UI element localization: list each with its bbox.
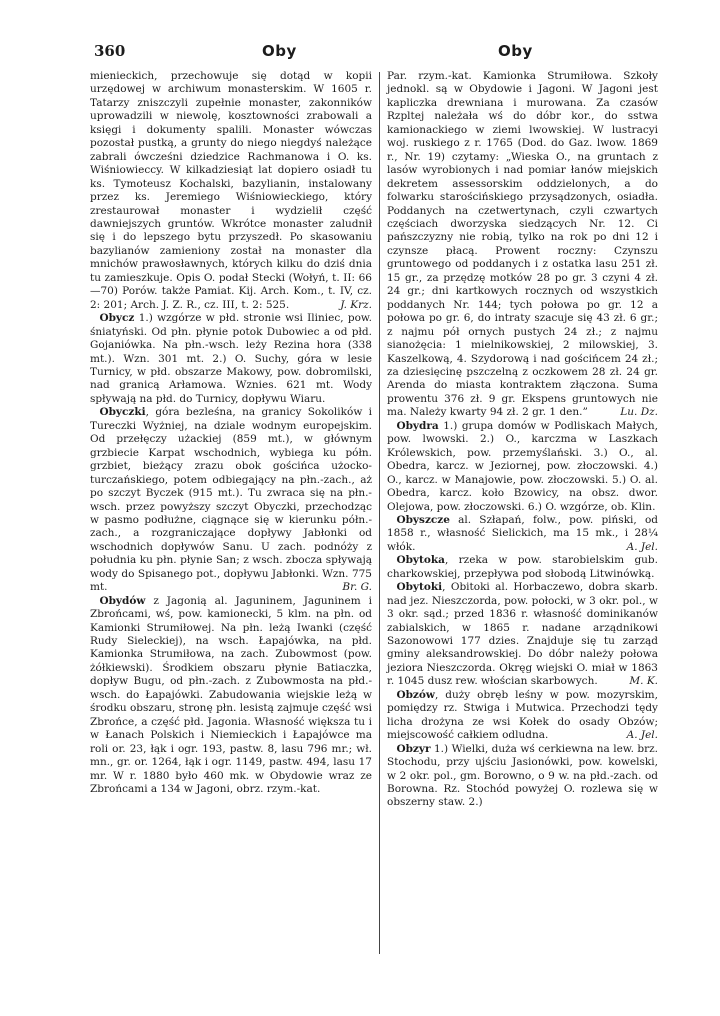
entry-paragraph (387, 743, 658, 810)
entry-headword: Obzyr (396, 742, 431, 755)
entry-headword: Obzów (396, 688, 435, 701)
column-divider (379, 72, 380, 954)
entry-headword: Obytoki (396, 581, 443, 594)
entry-text: duży obręb leśny w pow. mozyrskim, pomiędzy rz. Stwiga i Mutwica. Przechodzi tędy licha drożyna ze wsi Kołek do osady Obzów; miejscowość całkiem odludna. (387, 688, 658, 742)
entry-paragraph: Obytoki, Obitoki al. Horbaczewo, dobra skarb. nad jez. Nieszczorda, pow. połocki, w 3 okr. pol., w 3 okr. sąd.; przed 1836 r. własność dominikanów zabialskich, w 1865 r. nadane arządnikowi Sazonowowi 177 dzies. Znajduje się tu zarząd gminy aleksandrowskiej. Do dóbr należy połowa jeziora Nieszczorda. Okręg wiejski O. miał w 1863 r. 1045 dusz rew. włościan skarbowych. M. K. (387, 581, 658, 688)
entry-text: al. Szłapań, folw., pow. piński, od 1858 r., własność Sielickich, ma 15 mk., i 28¼ włók. (387, 513, 658, 553)
entry-text: Par. rzym.-kat. Kamionka Strumiłowa. Szkoły jednokl. są w Obydowie i Jagoni. W Jagoni jest kapliczka drewniana i murowana. Za czasów Rzpltej należała wś do dóbr kor., do sstwa kamionackiego w ziemi lwowskiej. W lustracyi woj. ruskiego z r. 1765 (Dod. do Gaz. lwow. 1869 r., Nr. 19) czytamy: „Wieska O., na gruntach z lasów wyrobionych i nad pomiar łanów miejskich dekretem assessorskim oddzielonych, a do folwarku starościńskiego przysądzonych, osiadła. Poddanych na czetwertynach, czyli czwartych częściach dworzyska siedzących Nr. 12. Ci pańszczyzny nie robią, tylko na rok po dni 12 i czynsze płacą. Prowent roczny: Czynszu gruntowego od poddanych i z ostatka lasu 251 zł. 15 gr., za przędzę motków 28 po gr. 3 czyni 4 zł. 24 gr.; dni kartkowych rocznych od wszystkich poddanych Nr. 144; tych połowa po gr. 12 a połowa po gr. 6, do intraty szacuje się 43 zł. 6 gr.; z najmu pół ornych pustych 24 zł.; z najmu sianożęcia: 1 mielnikowskiej, 2 milowskiej, 3. Kaszelkową, 4. Szydorową i nad gościńcem 24 zł.; za dziesięcinę pszczelną z oczkowem 28 zł. 24 gr. Arenda do miasta kontraktem złączona. Suma prowentu 376 zł. 9 gr. Ekspens gruntowych nie ma. Należy kwarty 94 zł. 2 gr. 1 den.” (387, 70, 658, 419)
entry-text: Obitoki al. Horbaczewo, dobra skarb. nad jez. Nieszczorda, pow. połocki, w 3 okr. pol., w 3 okr. sąd.; przed 1836 r. własność dominikanów zabialskich, w 1865 r. nadane arządnikowi Sazonowowi 177 dzies. Znajduje się tu zarząd gminy aleksandrowskiej. Do dóbr należy połowa jeziora Nieszczorda. Okręg wiejski O. miał w 1863 r. 1045 dusz rew. włościan skarbowych. (387, 581, 658, 688)
entry-paragraph: Obytoka, rzeka w pow. starobielskim gub. charkowskiej, przepływa pod słobodą Litwinówką. (387, 554, 658, 580)
right-column (387, 70, 658, 810)
running-head-left: Oby (262, 42, 297, 60)
entry-text: rzeka w pow. starobielskim gub. charkowskiej, przepływa pod słobodą Litwinówką. (387, 554, 658, 580)
entry-paragraph (387, 70, 658, 420)
entry-headword: Obydów (99, 594, 146, 607)
entry-text: 1.) Wielki, duża wś cerkiewna na lew. brz. Stochodu, przy ujściu Jasionówki, pow. kowelski, w 2 okr. pol., gm. Borowno, o 9 w. na płd.-zach. od Borowna. Rz. Stochód powyżej O. rozlewa się w obszerny staw. 2.) (387, 742, 658, 809)
left-column (90, 70, 372, 796)
entry-text: góra bezleśna, na granicy Sokolików i Tureczki Wyżniej, na dziale wodnym europejskim. Od przełęczy użackiej (859 mt.), w głównym grzbiecie Karpat wschodnich, wybiega ku półn. grzbiet, bieżący zrazu obok gościńca użocko-turczańskiego, potem odbiegający na płn.-zach., aż po szczyt Byczek (915 mt.). Tu zwraca się na płn.-wsch. przez powyższy szczyt Obyczki, przechodząc w pasmo podłużne, ciągnące się w kierunku półn.-zach., a rozgraniczające dopływy Jabłonki od wschodnich dopływów Sanu. U zach. podnóży z południa ku płn. płynie San; z wsch. zbocza spływają wody do Spisanego pot., dopływu Jabłonki. Wzn. 775 mt. (90, 406, 372, 594)
entry-headword: Obyczki (99, 406, 146, 419)
entry-headword: Obydra (396, 419, 439, 432)
entry-paragraph (90, 70, 372, 312)
entry-text: z Jagonią al. Jaguninem, Jaguninem i Zbrońcami, wś, pow. kamionecki, 5 klm. na płn. od Kamionki Strumiłowej. Na płn. leżą Iwanki (część Rudy Sieleckiej), na wsch. Łapajówka, na płd. Kamionka Strumiłowa, na zach. Zubowmost (pow. żółkiewski). Środkiem obszaru płynie Batiaczka, dopływ Bugu, od płn.-zach. z Zubowmosta na płd.-wsch. do Łapajówki. Zabudowania wiejskie leżą w środku obszaru, stronę płn. lesistą zajmuje część wsi Zbrońce, a część płd. Jagonia. Własność większa tu i w Łanach Polskich i Niemieckich i Łapajówce ma roli or. 23, łąk i ogr. 193, pastw. 8, lasu 796 mr.; wł. mn., gr. or. 1264, łąk i ogr. 1149, pastw. 494, lasu 17 mr. W r. 1880 było 460 mk. w Obydowie wraz ze Zbrońcami a 134 w Jagoni, obrz. rzym.-kat. (90, 594, 372, 796)
entry-paragraph: Obyczki, góra bezleśna, na granicy Sokolików i Tureczki Wyżniej, na dziale wodnym europejskim. Od przełęczy użackiej (859 mt.), w głównym grzbiecie Karpat wschodnich, wybiega ku półn. grzbiet, bieżący zrazu obok gościńca użocko-turczańskiego, potem odbiegający na płn.-zach., aż po szczyt Byczek (915 mt.). Tu zwraca się na płn.-wsch. przez powyższy szczyt Obyczki, przechodząc w pasmo podłużne, ciągnące się w kierunku półn.-zach., a rozgraniczające dopływy Jabłonki od wschodnich dopływów Sanu. U zach. podnóży z południa ku płn. płynie San; z wsch. zbocza spływają wody do Spisanego pot., dopływu Jabłonki. Wzn. 775 mt. Br. G. (90, 406, 372, 594)
entry-signature: M. K. (629, 675, 658, 688)
entry-signature: A. Jel. (626, 540, 658, 553)
entry-signature: Br. G. (342, 581, 372, 594)
entry-headword: Obytoka (396, 554, 445, 567)
entry-paragraph: Obzów, duży obręb leśny w pow. mozyrskim, pomiędzy rz. Stwiga i Mutwica. Przechodzi tędy licha drożyna ze wsi Kołek do osady Obzów; miejscowość całkiem odludna. A. Jel. (387, 688, 658, 742)
running-head-right: Oby (498, 42, 533, 60)
entry-paragraph (90, 312, 372, 406)
entry-signature: J. Krz. (340, 298, 372, 311)
entry-text: mienieckich, przechowuje się dotąd w kopii urzędowej w archiwum monasterskim. W 1605 r. Tatarzy zniszczyli zupełnie monaster, zakonników uprowadzili w niewolę, kosztowności zrabowali a księgi i dokumenty spalili. Monaster wówczas pozostał pustką, a grunty do niego niegdyś należące zabrali ówcześni dziedzice Rachmanowa i O. ks. Wiśniowieccy. W kilkadziesiąt lat dopiero osiadł tu ks. Tymoteusz Kochalski, bazylianin, instalowany przez ks. Jeremiego Wiśniowieckiego, który zrestaurował monaster i wydzielił część dawniejszych gruntów. Wkrótce monaster zaludnił się i do lepszego bytu przyszedł. Po skasowaniu bazylianów zamieniony został na monaster dla mnichów prawosławnych, których kilku do dziś dnia tu zamieszkuje. Opis O. podał Stecki (Wołyń, t. II: 66—70) Porów. także Pamiat. Kij. Arch. Kom., t. IV, cz. 2: 201; Arch. J. Z. R., cz. III, t. 2: 525. (90, 70, 372, 311)
entry-text: 1.) grupa domów w Podliskach Małych, pow. lwowski. 2.) O., karczma w Laszkach Królewskich, pow. przemyślański. 3.) O., al. Obedra, karcz. w Jeziornej, pow. złoczowski. 4.) O., karcz. w Manajowie, pow. złoczowski. 5.) O. al. Obedra, karcz. koło Bzowicy, na obsz. dwor. Olejowa, pow. złoczowski. 6.) O. wzgórze, ob. Klin. (387, 419, 658, 513)
entry-signature: A. Jel. (626, 729, 658, 742)
page-number: 360 (94, 42, 126, 60)
entry-text: 1.) wzgórze w płd. stronie wsi Iliniec, pow. śniatyński. Od płn. płynie potok Dubowiec a od płd. Gojaniówka. Na płn.-wsch. leży Rezina hora (338 mt.). Wzn. 301 mt. 2.) O. Suchy, góra w lesie Turnicy, w płd. obszarze Makowy, pow. dobromilski, nad granicą Arłamowa. Wznies. 621 mt. Wody spływają na płd. do Turnicy, dopływu Wiaru. (90, 312, 372, 405)
page-header (90, 42, 662, 64)
entry-paragraph (90, 595, 372, 797)
entry-signature: Lu. Dz. (620, 406, 658, 419)
entry-headword: Obycz (99, 312, 135, 325)
entry-paragraph (387, 514, 658, 554)
entry-headword: Obyszcze (396, 513, 450, 526)
entry-paragraph (387, 420, 658, 514)
